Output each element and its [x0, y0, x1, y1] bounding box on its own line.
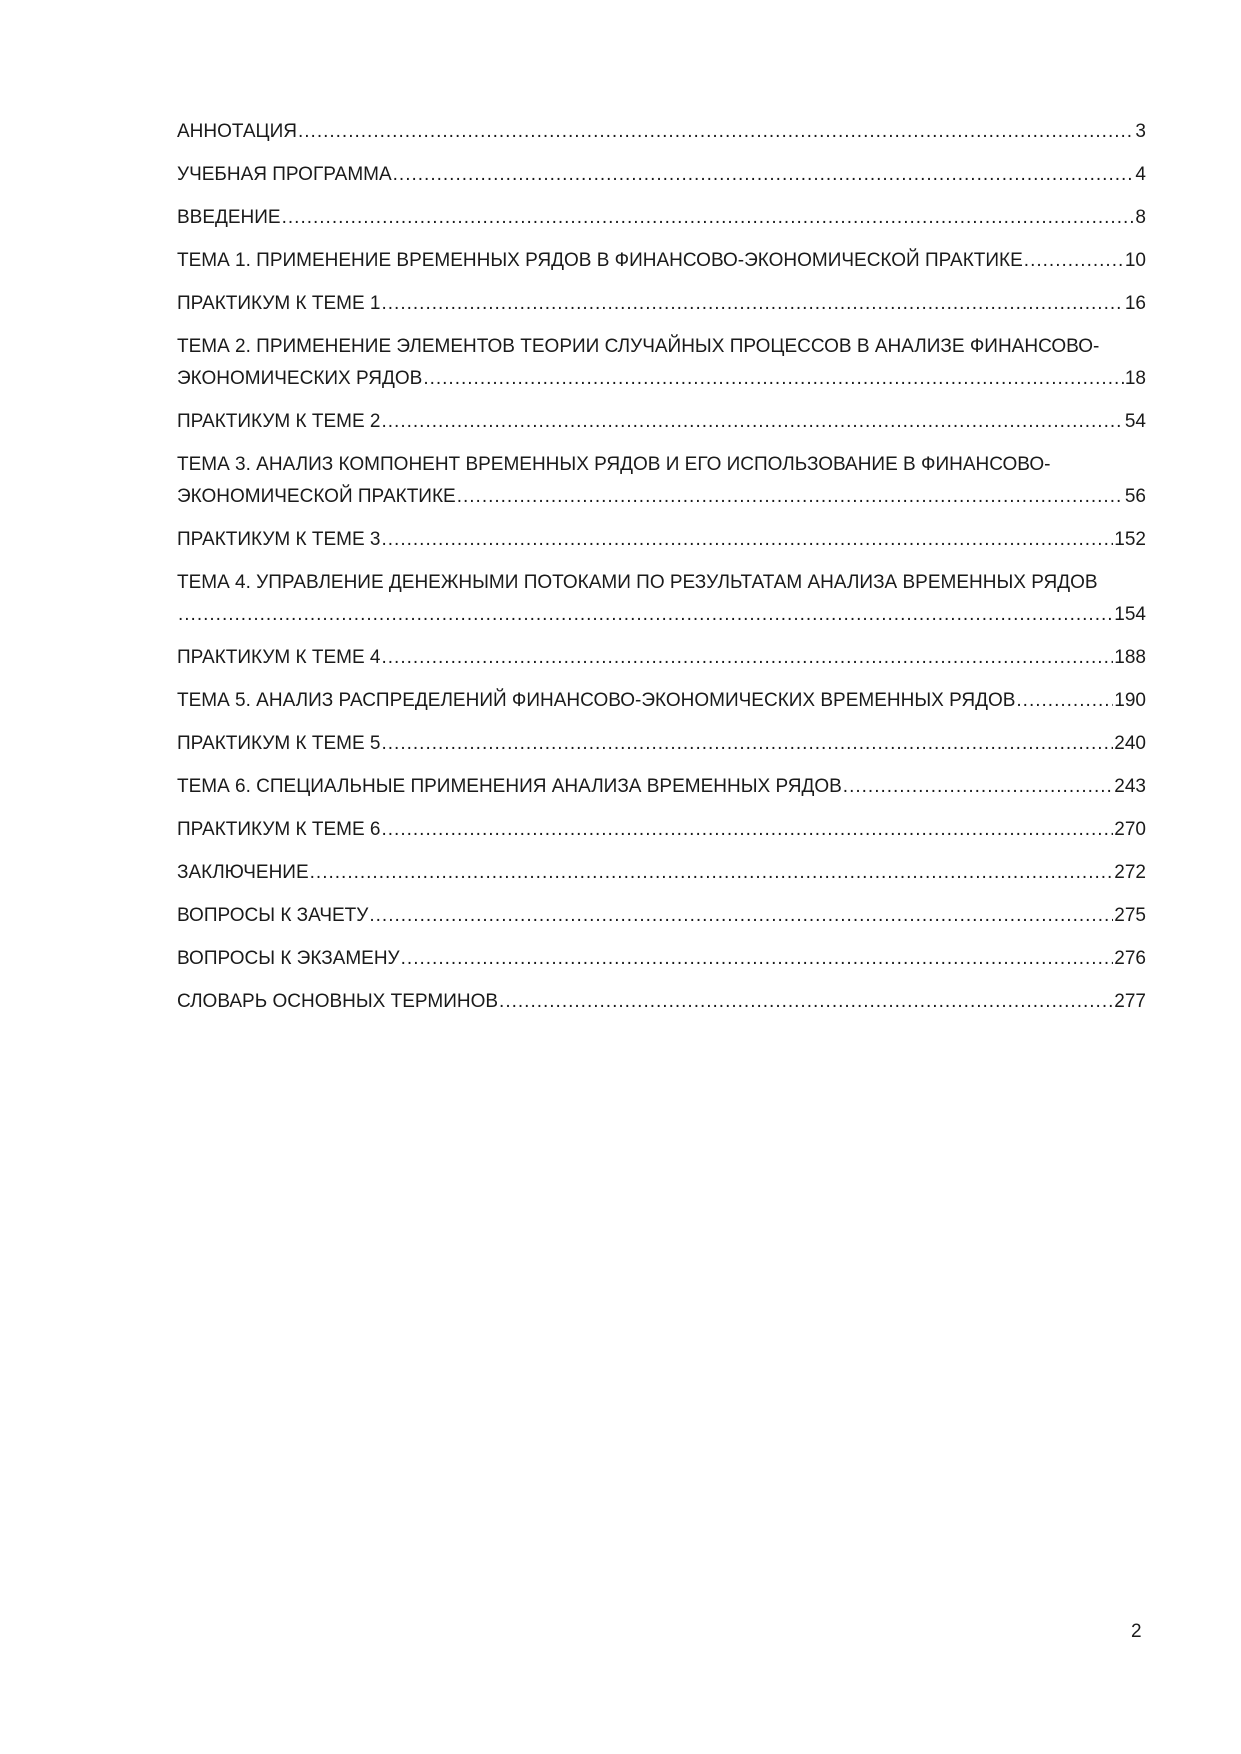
toc-entry-page: 275 — [1114, 905, 1146, 926]
toc-entry-practicum-3[interactable] — [177, 524, 1146, 556]
toc-entry-practicum-1[interactable] — [177, 288, 1146, 320]
toc-entry-title: ТЕМА 5. АНАЛИЗ РАСПРЕДЕЛЕНИЙ ФИНАНСОВО-ЭКОНОМИЧЕСКИХ ВРЕМЕННЫХ РЯДОВ — [177, 690, 1016, 711]
dot-leader — [178, 599, 1113, 631]
toc-entry-page: 270 — [1114, 819, 1146, 840]
toc-entry-practicum-5[interactable] — [177, 728, 1146, 760]
toc-entry-title-line-1: ТЕМА 2. ПРИМЕНЕНИЕ ЭЛЕМЕНТОВ ТЕОРИИ СЛУЧАЙНЫХ ПРОЦЕССОВ В АНАЛИЗЕ ФИНАНСОВО- — [177, 336, 1100, 357]
toc-entry-topic-6[interactable] — [177, 771, 1146, 803]
toc-entry-title: ПРАКТИКУМ К ТЕМЕ 4 — [177, 647, 381, 668]
toc-entry-page: 277 — [1114, 991, 1146, 1012]
dot-leader — [1016, 685, 1113, 717]
toc-entry-practicum-6[interactable] — [177, 814, 1146, 846]
toc-entry-page: 8 — [1135, 207, 1146, 228]
toc-entry-title: УЧЕБНАЯ ПРОГРАММА — [177, 164, 392, 185]
toc-entry-title: ПРАКТИКУМ К ТЕМЕ 3 — [177, 529, 381, 550]
dot-leader — [382, 814, 1114, 846]
dot-leader — [382, 288, 1124, 320]
dot-leader — [393, 159, 1135, 191]
toc-entry-topic-4[interactable] — [177, 567, 1146, 631]
toc-entry-page: 4 — [1135, 164, 1146, 185]
toc-entry-page: 190 — [1114, 690, 1146, 711]
toc-entry-page: 276 — [1114, 948, 1146, 969]
dot-leader — [382, 524, 1114, 556]
dot-leader — [843, 771, 1114, 803]
dot-leader — [499, 986, 1113, 1018]
toc-entry-conclusion[interactable] — [177, 857, 1146, 889]
toc-entry-title: СЛОВАРЬ ОСНОВНЫХ ТЕРМИНОВ — [177, 991, 499, 1012]
toc-entry-title: ПРАКТИКУМ К ТЕМЕ 2 — [177, 411, 381, 432]
dot-leader — [369, 900, 1113, 932]
toc-entry-page: 243 — [1114, 776, 1146, 797]
toc-entry-title: ПРАКТИКУМ К ТЕМЕ 5 — [177, 733, 381, 754]
table-of-contents — [177, 116, 1146, 1029]
toc-entry-annotation[interactable] — [177, 116, 1146, 148]
dot-leader — [1024, 245, 1124, 277]
toc-entry-exam-questions[interactable] — [177, 943, 1146, 975]
toc-entry-topic-2[interactable] — [177, 331, 1146, 395]
page-number: 2 — [1131, 1621, 1142, 1642]
dot-leader — [382, 642, 1114, 674]
toc-entry-topic-3[interactable] — [177, 449, 1146, 513]
toc-entry-title-line-2: ЭКОНОМИЧЕСКИХ РЯДОВ — [177, 368, 423, 389]
dot-leader — [282, 202, 1135, 234]
toc-entry-page: 54 — [1124, 411, 1146, 432]
toc-entry-practicum-4[interactable] — [177, 642, 1146, 674]
toc-entry-page: 18 — [1124, 368, 1146, 389]
toc-entry-page: 154 — [1114, 604, 1146, 625]
dot-leader — [298, 116, 1134, 148]
toc-entry-title-line-2: ЭКОНОМИЧЕСКОЙ ПРАКТИКЕ — [177, 486, 456, 507]
toc-entry-topic-1[interactable] — [177, 245, 1146, 277]
toc-entry-title: ВОПРОСЫ К ЭКЗАМЕНУ — [177, 948, 400, 969]
toc-entry-page: 188 — [1114, 647, 1146, 668]
toc-entry-title: ВВЕДЕНИЕ — [177, 207, 281, 228]
toc-entry-page: 152 — [1114, 529, 1146, 550]
toc-entry-title: АННОТАЦИЯ — [177, 121, 297, 142]
toc-entry-title: ПРАКТИКУМ К ТЕМЕ 1 — [177, 293, 381, 314]
dot-leader — [382, 728, 1114, 760]
toc-entry-title-line-1: ТЕМА 3. АНАЛИЗ КОМПОНЕНТ ВРЕМЕННЫХ РЯДОВ И ЕГО ИСПОЛЬЗОВАНИЕ В ФИНАНСОВО- — [177, 454, 1051, 475]
toc-entry-title: ПРАКТИКУМ К ТЕМЕ 6 — [177, 819, 381, 840]
toc-entry-page: 3 — [1135, 121, 1146, 142]
toc-entry-title: ТЕМА 1. ПРИМЕНЕНИЕ ВРЕМЕННЫХ РЯДОВ В ФИНАНСОВО-ЭКОНОМИЧЕСКОЙ ПРАКТИКЕ — [177, 250, 1023, 271]
toc-entry-page: 272 — [1114, 862, 1146, 883]
toc-entry-title: ТЕМА 6. СПЕЦИАЛЬНЫЕ ПРИМЕНЕНИЯ АНАЛИЗА ВРЕМЕННЫХ РЯДОВ — [177, 776, 842, 797]
dot-leader — [310, 857, 1114, 889]
dot-leader — [423, 363, 1124, 395]
toc-entry-introduction[interactable] — [177, 202, 1146, 234]
toc-entry-page: 16 — [1124, 293, 1146, 314]
toc-entry-topic-5[interactable] — [177, 685, 1146, 717]
toc-entry-curriculum[interactable] — [177, 159, 1146, 191]
toc-entry-glossary[interactable] — [177, 986, 1146, 1018]
toc-entry-page: 240 — [1114, 733, 1146, 754]
toc-entry-credit-questions[interactable] — [177, 900, 1146, 932]
toc-entry-practicum-2[interactable] — [177, 406, 1146, 438]
toc-entry-page: 56 — [1124, 486, 1146, 507]
dot-leader — [457, 481, 1124, 513]
toc-entry-page: 10 — [1124, 250, 1146, 271]
toc-entry-title: ВОПРОСЫ К ЗАЧЕТУ — [177, 905, 369, 926]
dot-leader — [382, 406, 1124, 438]
toc-entry-title-line-1: ТЕМА 4. УПРАВЛЕНИЕ ДЕНЕЖНЫМИ ПОТОКАМИ ПО РЕЗУЛЬТАТАМ АНАЛИЗА ВРЕМЕННЫХ РЯДОВ — [177, 572, 1098, 593]
toc-entry-title: ЗАКЛЮЧЕНИЕ — [177, 862, 309, 883]
dot-leader — [401, 943, 1114, 975]
